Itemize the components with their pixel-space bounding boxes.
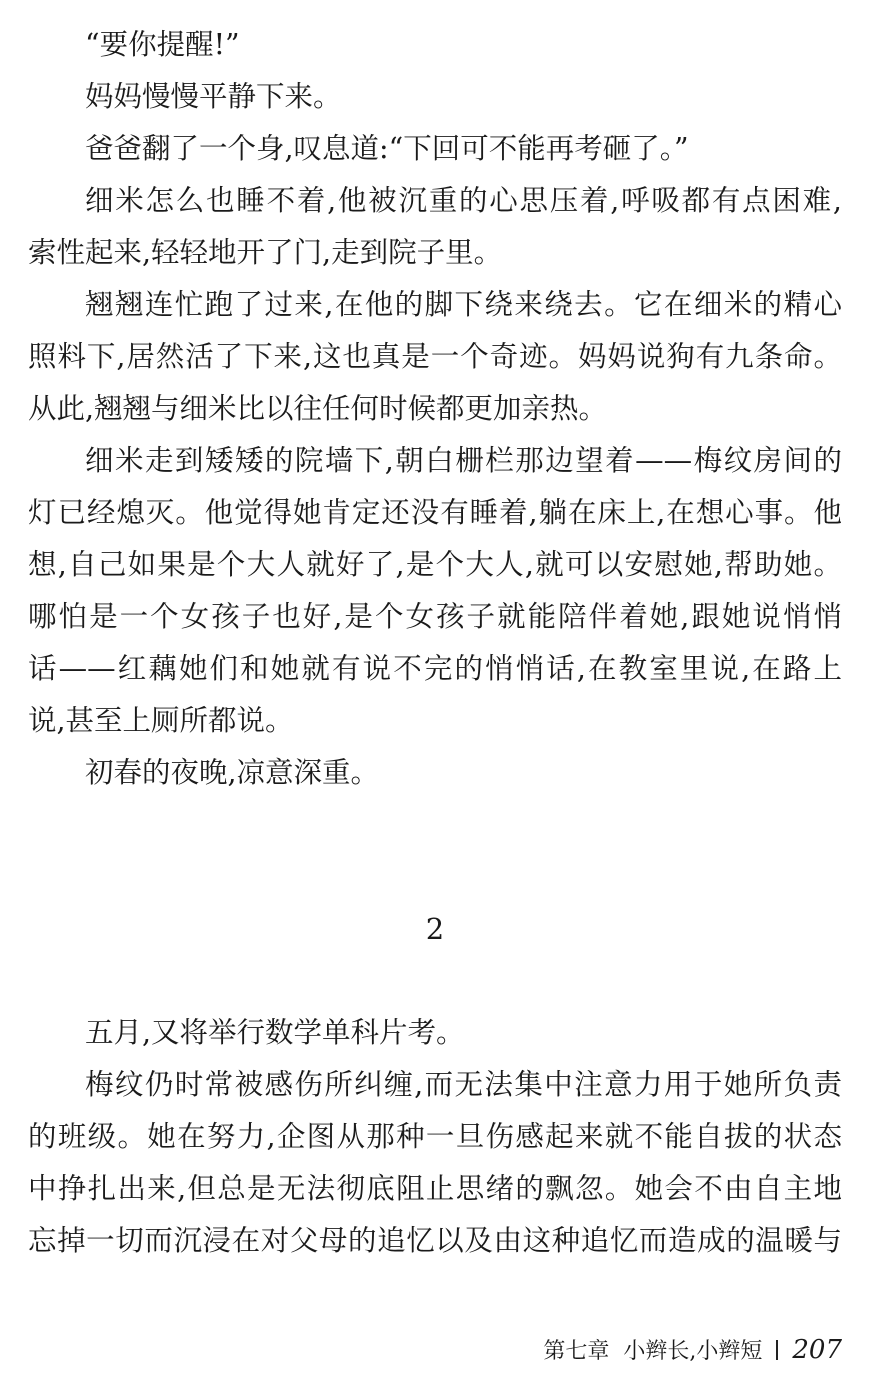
text-line: 的班级。她在努力,企图从那种一旦伤感起来就不能自拔的状态 <box>28 1120 842 1153</box>
text-line: 说,甚至上厕所都说。 <box>28 704 294 737</box>
text-line: 妈妈慢慢平静下来。 <box>85 80 342 113</box>
footer-chapter: 第七章 <box>543 1339 610 1364</box>
running-footer <box>543 1334 842 1365</box>
text-line: 哪怕是一个女孩子也好,是个女孩子就能陪伴着她,跟她说悄悄 <box>28 600 842 633</box>
text-line: 梅纹仍时常被感伤所纠缠,而无法集中注意力用于她所负责 <box>85 1068 842 1101</box>
text-line: 灯已经熄灭。他觉得她肯定还没有睡着,躺在床上,在想心事。他 <box>28 496 842 529</box>
section-number: 2 <box>425 912 445 946</box>
blank-line <box>28 955 842 1007</box>
blank-line <box>28 799 842 851</box>
text-line: 翘翘连忙跑了过来,在他的脚下绕来绕去。它在细米的精心 <box>85 288 842 321</box>
footer-title: 小辫长,小辫短 <box>623 1339 763 1364</box>
page-body <box>28 19 842 1267</box>
text-line: “要你提醒!” <box>85 28 240 61</box>
text-line: 想,自己如果是个大人就好了,是个大人,就可以安慰她,帮助她。 <box>28 548 842 581</box>
text-line: 初春的夜晚,凉意深重。 <box>85 756 380 789</box>
footer-separator <box>776 1340 778 1360</box>
text-line: 从此,翘翘与细米比以往任何时候都更加亲热。 <box>28 392 608 425</box>
text-line: 忘掉一切而沉浸在对父母的追忆以及由这种追忆而造成的温暖与 <box>28 1224 842 1257</box>
text-line: 索性起来,轻轻地开了门,走到院子里。 <box>28 236 503 269</box>
page-number: 207 <box>792 1334 842 1365</box>
blank-line <box>28 851 842 903</box>
text-line: 细米走到矮矮的院墙下,朝白栅栏那边望着——梅纹房间的 <box>85 444 842 477</box>
text-line: 细米怎么也睡不着,他被沉重的心思压着,呼吸都有点困难, <box>85 184 842 217</box>
text-line: 五月,又将举行数学单科片考。 <box>85 1016 465 1049</box>
text-line: 爸爸翻了一个身,叹息道:“下回可不能再考砸了。” <box>85 132 689 165</box>
text-line: 照料下,居然活了下来,这也真是一个奇迹。妈妈说狗有九条命。 <box>28 340 842 373</box>
text-line: 话——红藕她们和她就有说不完的悄悄话,在教室里说,在路上 <box>28 652 842 685</box>
text-line: 中挣扎出来,但总是无法彻底阻止思绪的飘忽。她会不由自主地 <box>28 1172 842 1205</box>
